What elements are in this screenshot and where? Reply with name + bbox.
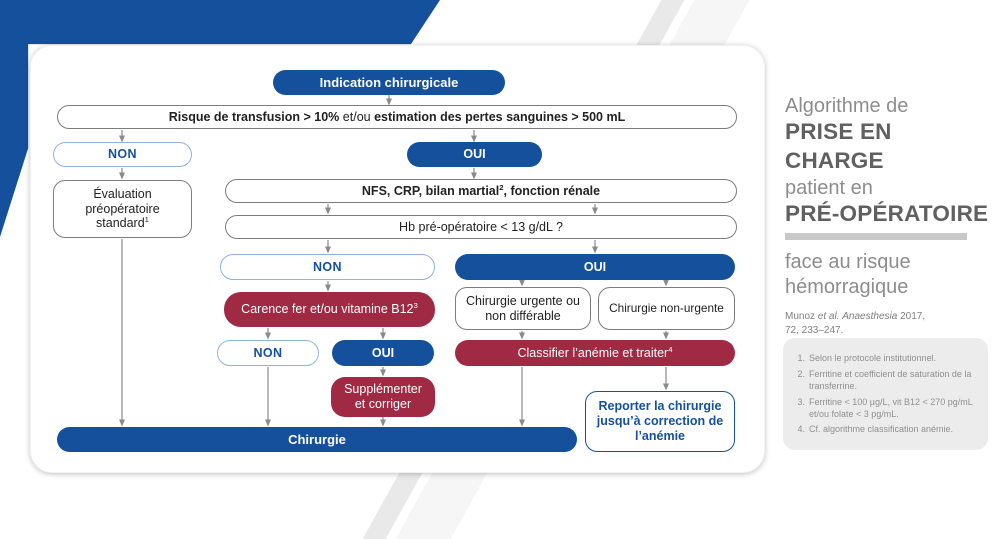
node-carence-fer-b12 [224, 292, 435, 327]
node-non-3: NON [217, 340, 319, 366]
node-non-1: NON [53, 142, 192, 167]
footnote-1-text: Selon le protocole institutionnel. [809, 353, 937, 363]
title-line-5: face au risque [785, 251, 911, 274]
risk-text-bold-2: estimation des pertes sanguines > 500 mL [374, 109, 626, 124]
carence-text [241, 302, 418, 317]
node-non-2: NON [220, 254, 435, 280]
node-reporter-chirurgie: Reporter la chirurgie jusqu’à correction de l’anémie [585, 391, 735, 452]
citation-author: Munoz [785, 310, 818, 322]
title-line-1: Algorithme de [785, 95, 909, 117]
classifier-footnote-ref: 4 [668, 344, 673, 354]
nfs-footnote-ref: 2 [499, 182, 504, 192]
node-nfs-crp-bilan [225, 179, 737, 203]
risk-text-bold-1: Risque de transfusion > 10% [168, 109, 340, 124]
footnote-3 [791, 397, 978, 421]
footnote-1-number: 1. [797, 353, 805, 363]
evaluation-text [66, 187, 179, 231]
footnote-3-text: Ferritine < 100 µg/L, vit B12 < 270 pg/mL et/ou folate < 3 pg/mL. [809, 396, 973, 419]
title-line-2: PRISE EN CHARGE [785, 119, 892, 174]
citation-pages: 72, 233–247. [785, 324, 844, 336]
footnote-2-text: Ferritine et coefficient de saturation de la transferrine. [809, 368, 972, 391]
carence-footnote-ref: 3 [413, 300, 418, 310]
footnotes-box [783, 338, 988, 450]
title-panel [785, 94, 990, 338]
carence-label: Carence fer et/ou vitamine B12 [241, 302, 414, 317]
evaluation-footnote-ref: 1 [144, 215, 149, 225]
node-indication-chirurgicale: Indication chirurgicale [273, 70, 505, 95]
node-risque-transfusion [57, 105, 737, 129]
footnote-4-text: Cf. algorithme classification anémie. [809, 424, 954, 435]
citation [785, 310, 990, 338]
node-oui-3: OUI [332, 340, 434, 366]
risk-text-plain: et/ou [342, 109, 371, 124]
title-line-4: PRÉ-OPÉRATOIRE [785, 201, 989, 227]
node-evaluation-preoperatoire [53, 180, 192, 238]
footnote-2 [791, 369, 978, 393]
footnote-1 [791, 353, 978, 365]
footnote-3-number: 3. [797, 396, 805, 407]
node-chirurgie-urgente: Chirurgie urgente ou non différable [455, 287, 591, 330]
title-line-3: patient en [785, 176, 873, 199]
evaluation-label: Évaluation préopératoire standard [85, 186, 160, 231]
node-supplementer-corriger: Supplémenter et corriger [331, 377, 435, 417]
title-line-6: hémorragique [785, 275, 909, 298]
node-chirurgie-non-urgente: Chirurgie non-urgente [598, 287, 735, 330]
nfs-part-1: NFS, CRP, bilan martial [361, 183, 500, 198]
classifier-text [517, 346, 672, 361]
nfs-part-2: , fonction rénale [503, 183, 601, 198]
node-oui-1: OUI [407, 142, 542, 167]
footnote-4 [791, 424, 978, 436]
citation-year: 2017, [897, 310, 926, 322]
node-oui-2: OUI [455, 254, 735, 280]
classifier-label: Classifier l’anémie et traiter [517, 345, 669, 360]
citation-etal: et al. [817, 310, 840, 322]
node-hb-preoperatoire: Hb pré-opératoire < 13 g/dL ? [225, 215, 737, 239]
footnote-4-number: 4. [797, 424, 805, 435]
title-underline-bar [785, 233, 967, 240]
node-classifier-anemie [455, 340, 735, 366]
citation-journal: Anaesthesia [842, 310, 898, 322]
footnote-2-number: 2. [797, 368, 805, 379]
nfs-text [362, 184, 600, 199]
node-chirurgie-final: Chirurgie [57, 427, 577, 452]
